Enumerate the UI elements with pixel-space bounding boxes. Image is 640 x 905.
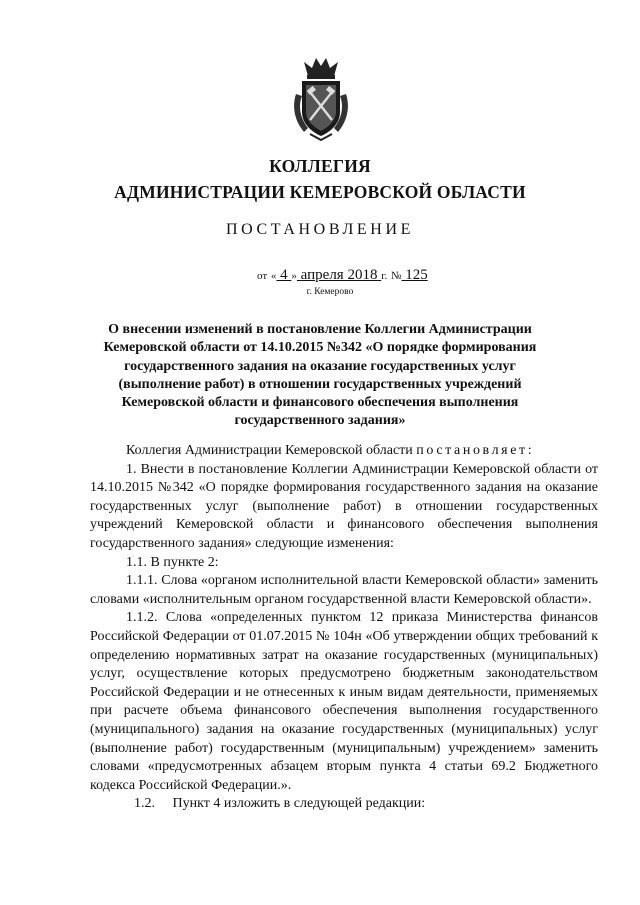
document-subject: О внесении изменений в постановление Коллегии Администрации Кемеровской области от 14.10.2015 №342 «О порядке формирования государственного задания на оказание государственных услуг (выполнение работ) в отношении государственных учреждений Кемеровской области и финансового обеспечения выполнения государственного задания» [103,322,537,429]
quote-open: « [270,270,277,282]
coat-of-arms-emblem [290,54,352,142]
date-number-line [257,267,477,284]
paragraph-1-1-2: 1.1.2. Слова «определенных пунктом 12 приказа Министерства финансов Российской Федерации от 01.07.2015 № 104н «Об утверждении общих требований к определению нормативных затрат на оказание государственных (муниципальных) услуг, осуществление которых предусмотрено бюджетным законодательством Российской Федерации и не отнесенных к иным видам деятельности, применяемых при расчете объема финансового обеспечения выполнения государственного (муниципального) задания на оказание государственных (муниципальных) услуг (выполнение работ) государственным (муниципальным) учреждением» заменить словами «предусмотренных абзацем вторым пункта 4 статьи 69.2 Бюджетного кодекса Российской Федерации.». [90,610,598,793]
header-line-2: АДМИНИСТРАЦИИ КЕМЕРОВСКОЙ ОБЛАСТИ [114,182,526,202]
intro-paragraph [90,442,598,461]
document-type-title: ПОСТАНОВЛЕНИЕ [226,221,414,238]
quote-close: » [291,270,297,282]
header-line-1: КОЛЛЕГИЯ [269,156,371,176]
date-day: 4 [276,267,292,283]
paragraph-1-2 [90,795,598,814]
date-month-year: апреля 2018 [296,267,382,283]
paragraph-1-2-text: Пункт 4 изложить в следующей редакции: [172,796,426,812]
paragraph-1-1: 1.1. В пункте 2: [126,554,219,570]
paragraph-1-2-number: 1.2. [134,796,155,812]
city-name: г. Кемерово [306,287,354,297]
paragraph-1: 1. Внести в постановление Коллегии Администрации Кемеровской области от 14.10.2015 №342 «О порядке формирования государственного задания на оказание государственных услуг (выполнение работ) в отношении государственных учреждений Кемеровской области и финансового обеспечения выполнения государственного задания» следующие изменения: [90,461,598,551]
intro-text: Коллегия Администрации Кемеровской области [126,443,417,458]
date-prefix: от [257,270,268,282]
document-number: 125 [401,267,428,283]
document-body [90,442,598,814]
number-sign: № [390,270,402,282]
intro-resolves: постановляет: [416,443,535,458]
paragraph-1-1-1: 1.1.1. Слова «органом исполнительной власти Кемеровской области» заменить словами «исполнительным органом государственной власти Кемеровской области». [90,573,598,607]
year-suffix: г. [381,270,388,282]
